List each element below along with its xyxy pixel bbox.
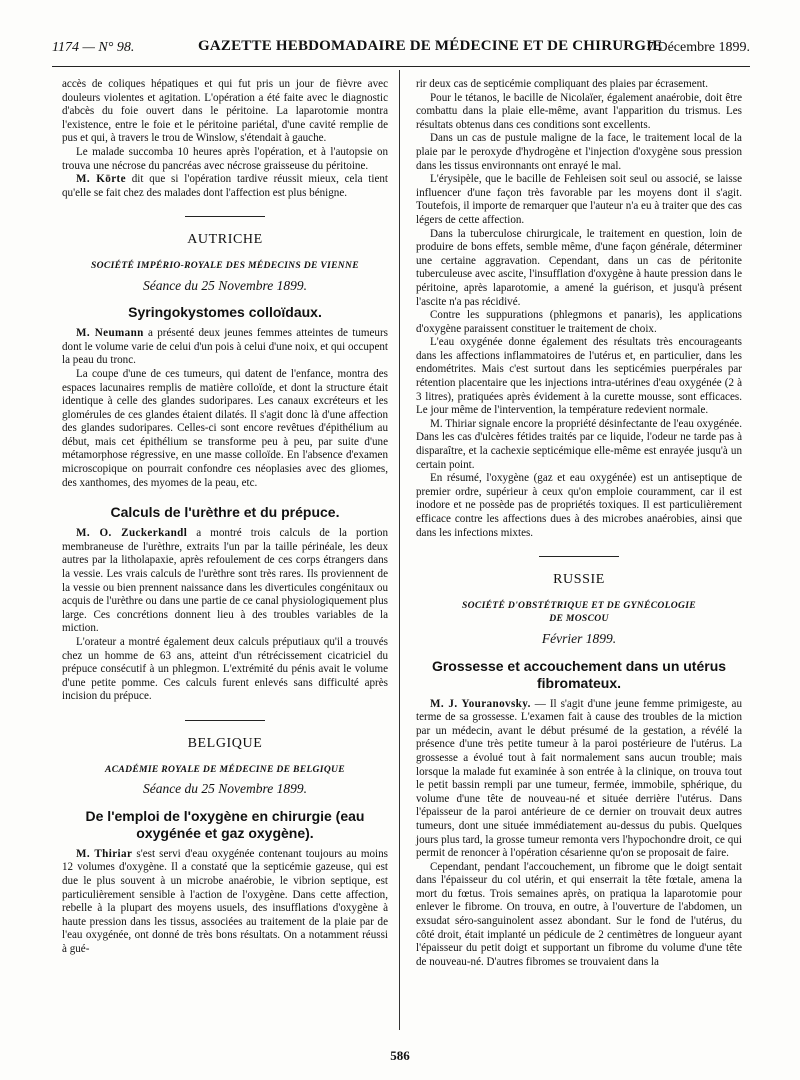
paragraph-text: a montré trois calculs de la portion membraneuse de l'urèthre, extraits l'un par la taille périnéale, les deux autres par la litholapaxie, après refoulement de ces corps étrangers dans la vessie. Les vrais calculs de l'urèthre sont très rares. Ils proviennent de la vessie ou bien prennent naissance dans les diverticules congénitaux ou acquis de l'urèthre ou dans une partie de ce canal physiologiquement plus large. Ces concrétions donnent lieu à des troubles variables de la miction. (62, 527, 388, 635)
paragraph-text: dit que si l'opération tardive réussit mieux, cela tient qu'elle se fait chez des malades dont l'affection est plus bénigne. (62, 173, 388, 199)
article-title (416, 658, 742, 692)
article-lead-paragraph (416, 698, 742, 861)
society-name-line: SOCIÉTÉ D'OBSTÉTRIQUE ET DE GYNÉCOLOGIE (462, 599, 696, 611)
speaker-name: M. Neumann (76, 327, 144, 340)
section-divider (539, 556, 619, 557)
issue-date: 7 Décembre 1899. (646, 40, 750, 55)
paragraph: Dans un cas de pustule maligne de la face, le traitement local de la plaie par le peroxyde d'hydrogène et l'injection d'oxygène sous pression dans les tissus environnants ont enrayé le mal. (416, 132, 742, 172)
paragraph: accès de coliques hépatiques et qui fut pris un jour de fièvre avec douleurs violentes et agitation. L'opération a été faite avec le diagnostic d'abcès du foie ouvert dans le péritoine. La laparotomie montra l'existence, entre le foie et le péritoine pariétal, d'une cavité remplie de pus et qui, à travers le trou de Winslow, s'étendait à gauche. (62, 78, 388, 145)
society-name-line: DE MOSCOU (549, 613, 609, 625)
session-date: Séance du 25 Novembre 1899. (142, 781, 308, 797)
session-date: Séance du 25 Novembre 1899. (142, 277, 308, 293)
paragraph: M. Thiriar signale encore la propriété désinfectante de l'eau oxygénée. Dans les cas d'ulcères fétides traités par ce liquide, l'odeur ne tarde pas à disparaître, et la cachexie septicémique elle-même est enrayée jusqu'à un certain point. (416, 417, 742, 471)
column-divider (399, 70, 400, 1030)
speaker-name: M. Thiriar (76, 847, 133, 860)
paragraph-text: s'est servi d'eau oxygénée contenant toujours au moins 12 volumes d'oxygène. Il a constaté que la septicémie gazeuse, qui est due le plus souvent à un microbe anaérobie, le vibrion septique, est particulièrement sensible à l'action de l'oxygène. Dans cette affection, rebelle à la plupart des moyens usuels, des insufflations d'oxygène à haute pression dans les tissus, associées au traitement de la plaie par de l'eau oxygénée, ont donné de très bons résultats. On a notamment réussi à gué- (62, 847, 388, 955)
korte-paragraph (62, 173, 388, 200)
paragraph: En résumé, l'oxygène (gaz et eau oxygénée) est un antiseptique de premier ordre, supérieur à ceux qu'on emploie couramment, car il est inodore et ne possède pas de propriétés toxiques. Il est particulièrement efficace contre les affections dues à des microbes anaérobies, ainsi que dans les infections mixtes. (416, 472, 742, 539)
section-heading-austria: AUTRICHE (187, 232, 263, 248)
paragraph: L'orateur a montré également deux calculs préputiaux qu'il a trouvés chez un homme de 63 ans, atteint d'un rétrécissement cicatriciel du prépuce consécutif à un phlegmon. L'extrémité du pénis avait le volume d'une petite pomme. Ces calculs furent enlevés sans difficulté après incision du prépuce. (62, 636, 388, 703)
session-date: Février 1899. (541, 630, 617, 646)
paragraph-text: a présenté deux jeunes femmes atteintes de tumeurs dont le volume varie de celui d'un pois à celui d'une noix, et qui occupent la peau du tronc. (62, 327, 388, 367)
paragraph: rir deux cas de septicémie compliquant des plaies par écrasement. (416, 78, 709, 90)
article-lead-paragraph (62, 848, 388, 957)
page-issue-number: 1174 — N° 98. (52, 40, 135, 55)
section-heading-belgium: BELGIQUE (187, 735, 263, 751)
article-title-line: Grossesse et accouchement dans un utérus (431, 657, 727, 674)
section-heading-russia: RUSSIE (553, 572, 605, 588)
article-title: Syringokystomes colloïdaux. (128, 304, 322, 321)
speaker-name: M. J. Youranovsky. (430, 697, 531, 710)
article-title-line: oxygénée et gaz oxygène). (136, 824, 314, 841)
paragraph: Dans la tuberculose chirurgicale, le traitement en question, loin de produire de bons effets, semble même, d'une façon générale, déterminer une certaine aggravation. Cependant, dans un cas de péritonite tuberculeuse avec ascite, l'insufflation d'oxygène à haute pression dans le péritoine, après laparotomie, a amené la guérison, et jusqu'à présent l'ascite n'a pas récidivé. (416, 227, 742, 308)
header-rule (52, 66, 750, 67)
article-lead-paragraph (62, 527, 388, 636)
section-divider (185, 216, 265, 217)
paragraph: L'érysipèle, que le bacille de Fehleisen soit seul ou associé, se laisse influencer d'une façon très favorable par les moyens dont il s'agit. Toutefois, il importe de remarquer que l'auteur n'a eu à traiter que des cas légers de cette affection. (416, 173, 742, 226)
journal-title: GAZETTE HEBDOMADAIRE DE MÉDECINE ET DE CHIRURGIE (198, 38, 663, 54)
paragraph: Pour le tétanos, le bacille de Nicolaïer, également anaérobie, doit être combattu dans la plaie elle-même, avant l'apparition du trismus. Les résultats obtenus dans ces conditions sont excellents. (416, 91, 742, 131)
left-column (62, 78, 388, 957)
speaker-name: M. Körte (76, 173, 126, 186)
right-column (416, 78, 742, 969)
article-title (62, 808, 388, 842)
article-title-line: De l'emploi de l'oxygène en chirurgie (eau (85, 807, 365, 824)
paragraph: L'eau oxygénée donne également des résultats très encourageants dans les affections inflammatoires de l'utérus et, en particulier, dans les endométrites. Mais c'est surtout dans les septicémies puerpérales par rétention placentaire que les injections intra-utérines d'eau oxygénée (2 à 3 litres), pratiquées après évidement à la curette mousse, sont efficaces. Le jour même de l'intervention, la température redevient normale. (416, 336, 742, 417)
running-header (52, 38, 750, 60)
society-name (416, 599, 742, 626)
paragraph: Contre les suppurations (phlegmons et panaris), les applications d'oxygène paraissent constituer le traitement de choix. (416, 309, 742, 335)
section-divider (185, 720, 265, 721)
society-name: SOCIÉTÉ IMPÉRIO-ROYALE DES MÉDECINS DE VIENNE (91, 259, 359, 271)
article-title: Calculs de l'urèthre et du prépuce. (110, 504, 340, 521)
society-name: ACADÉMIE ROYALE DE MÉDECINE DE BELGIQUE (105, 763, 345, 775)
paragraph: Cependant, pendant l'accouchement, un fibrome que le doigt sentait dans l'épaisseur du col utérin, et qui enserrait la tête fœtale, amena la mort du fœtus. Trois semaines après, on pratiqua la laparotomie pour enlever le fibrome. On trouva, en outre, à l'ouverture de l'abdomen, un exsudat séro-sanguinolent assez abondant. Sur le fond de l'utérus, du côté droit, était implanté un pédicule de 2 centimètres de longueur ayant l'épaisseur du petit doigt et supportant un fibrome du volume d'une tête de nouveau-né. D'autres fibromes se trouvaient dans la (416, 860, 742, 968)
article-title-line: fibromateux. (536, 674, 621, 691)
paragraph-text: — Il s'agit d'une jeune femme primigeste, au terme de sa grossesse. L'examen fait à cause des troubles de la miction par un médecin, avant le début présumé de la gestation, a révélé la présence d'une très petite tumeur à la paroi postérieure de l'utérus. La grossesse a évolué tout à fait normalement sans aucun trouble; mais lorsque la malade fut examinée à son entrée à la clinique, on trouva tout le petit bassin rempli par une tumeur, fermée, immobile, sphérique, du volume d'une tête de nouveau-né et située derrière l'utérus. Dans l'épaisseur de la paroi antérieure de ce dernier on trouvait deux autres tumeurs, dont une située immédiatement au-dessus du pubis. Quelques jours plus tard, la grosse tumeur remonta vers l'hypochondre droit, ce qui permit de renoncer à l'opération césarienne qu'on se proposait de faire. (416, 697, 742, 860)
speaker-name: M. O. Zuckerkandl (76, 527, 188, 540)
paragraph: Le malade succomba 10 heures après l'opération, et à l'autopsie on trouva une nécrose du pancréas avec nécrose graisseuse du péritoine. (62, 145, 388, 172)
page-number: 586 (390, 1048, 410, 1063)
article-lead-paragraph (62, 327, 388, 368)
paragraph: La coupe d'une de ces tumeurs, qui datent de l'enfance, montra des espaces lacunaires remplis de matière colloïde, et dont la structure était identique à celle des glandes sudoripares. Les canaux excréteurs et les glomérules de ces glandes étaient dilatés. Il s'agit donc là d'une affection des glandes sudoripares. Celles-ci sont encore revêtues d'épithélium au début, mais cet épithélium se transforme peu à peu, par suite d'une métamorphose régressive, en une masse colloïde. En l'absence d'examen microscopique on pourrait confondre ces néoplasies avec des gliomes, des xanthomes, des myomes de la peau, etc. (62, 367, 388, 489)
